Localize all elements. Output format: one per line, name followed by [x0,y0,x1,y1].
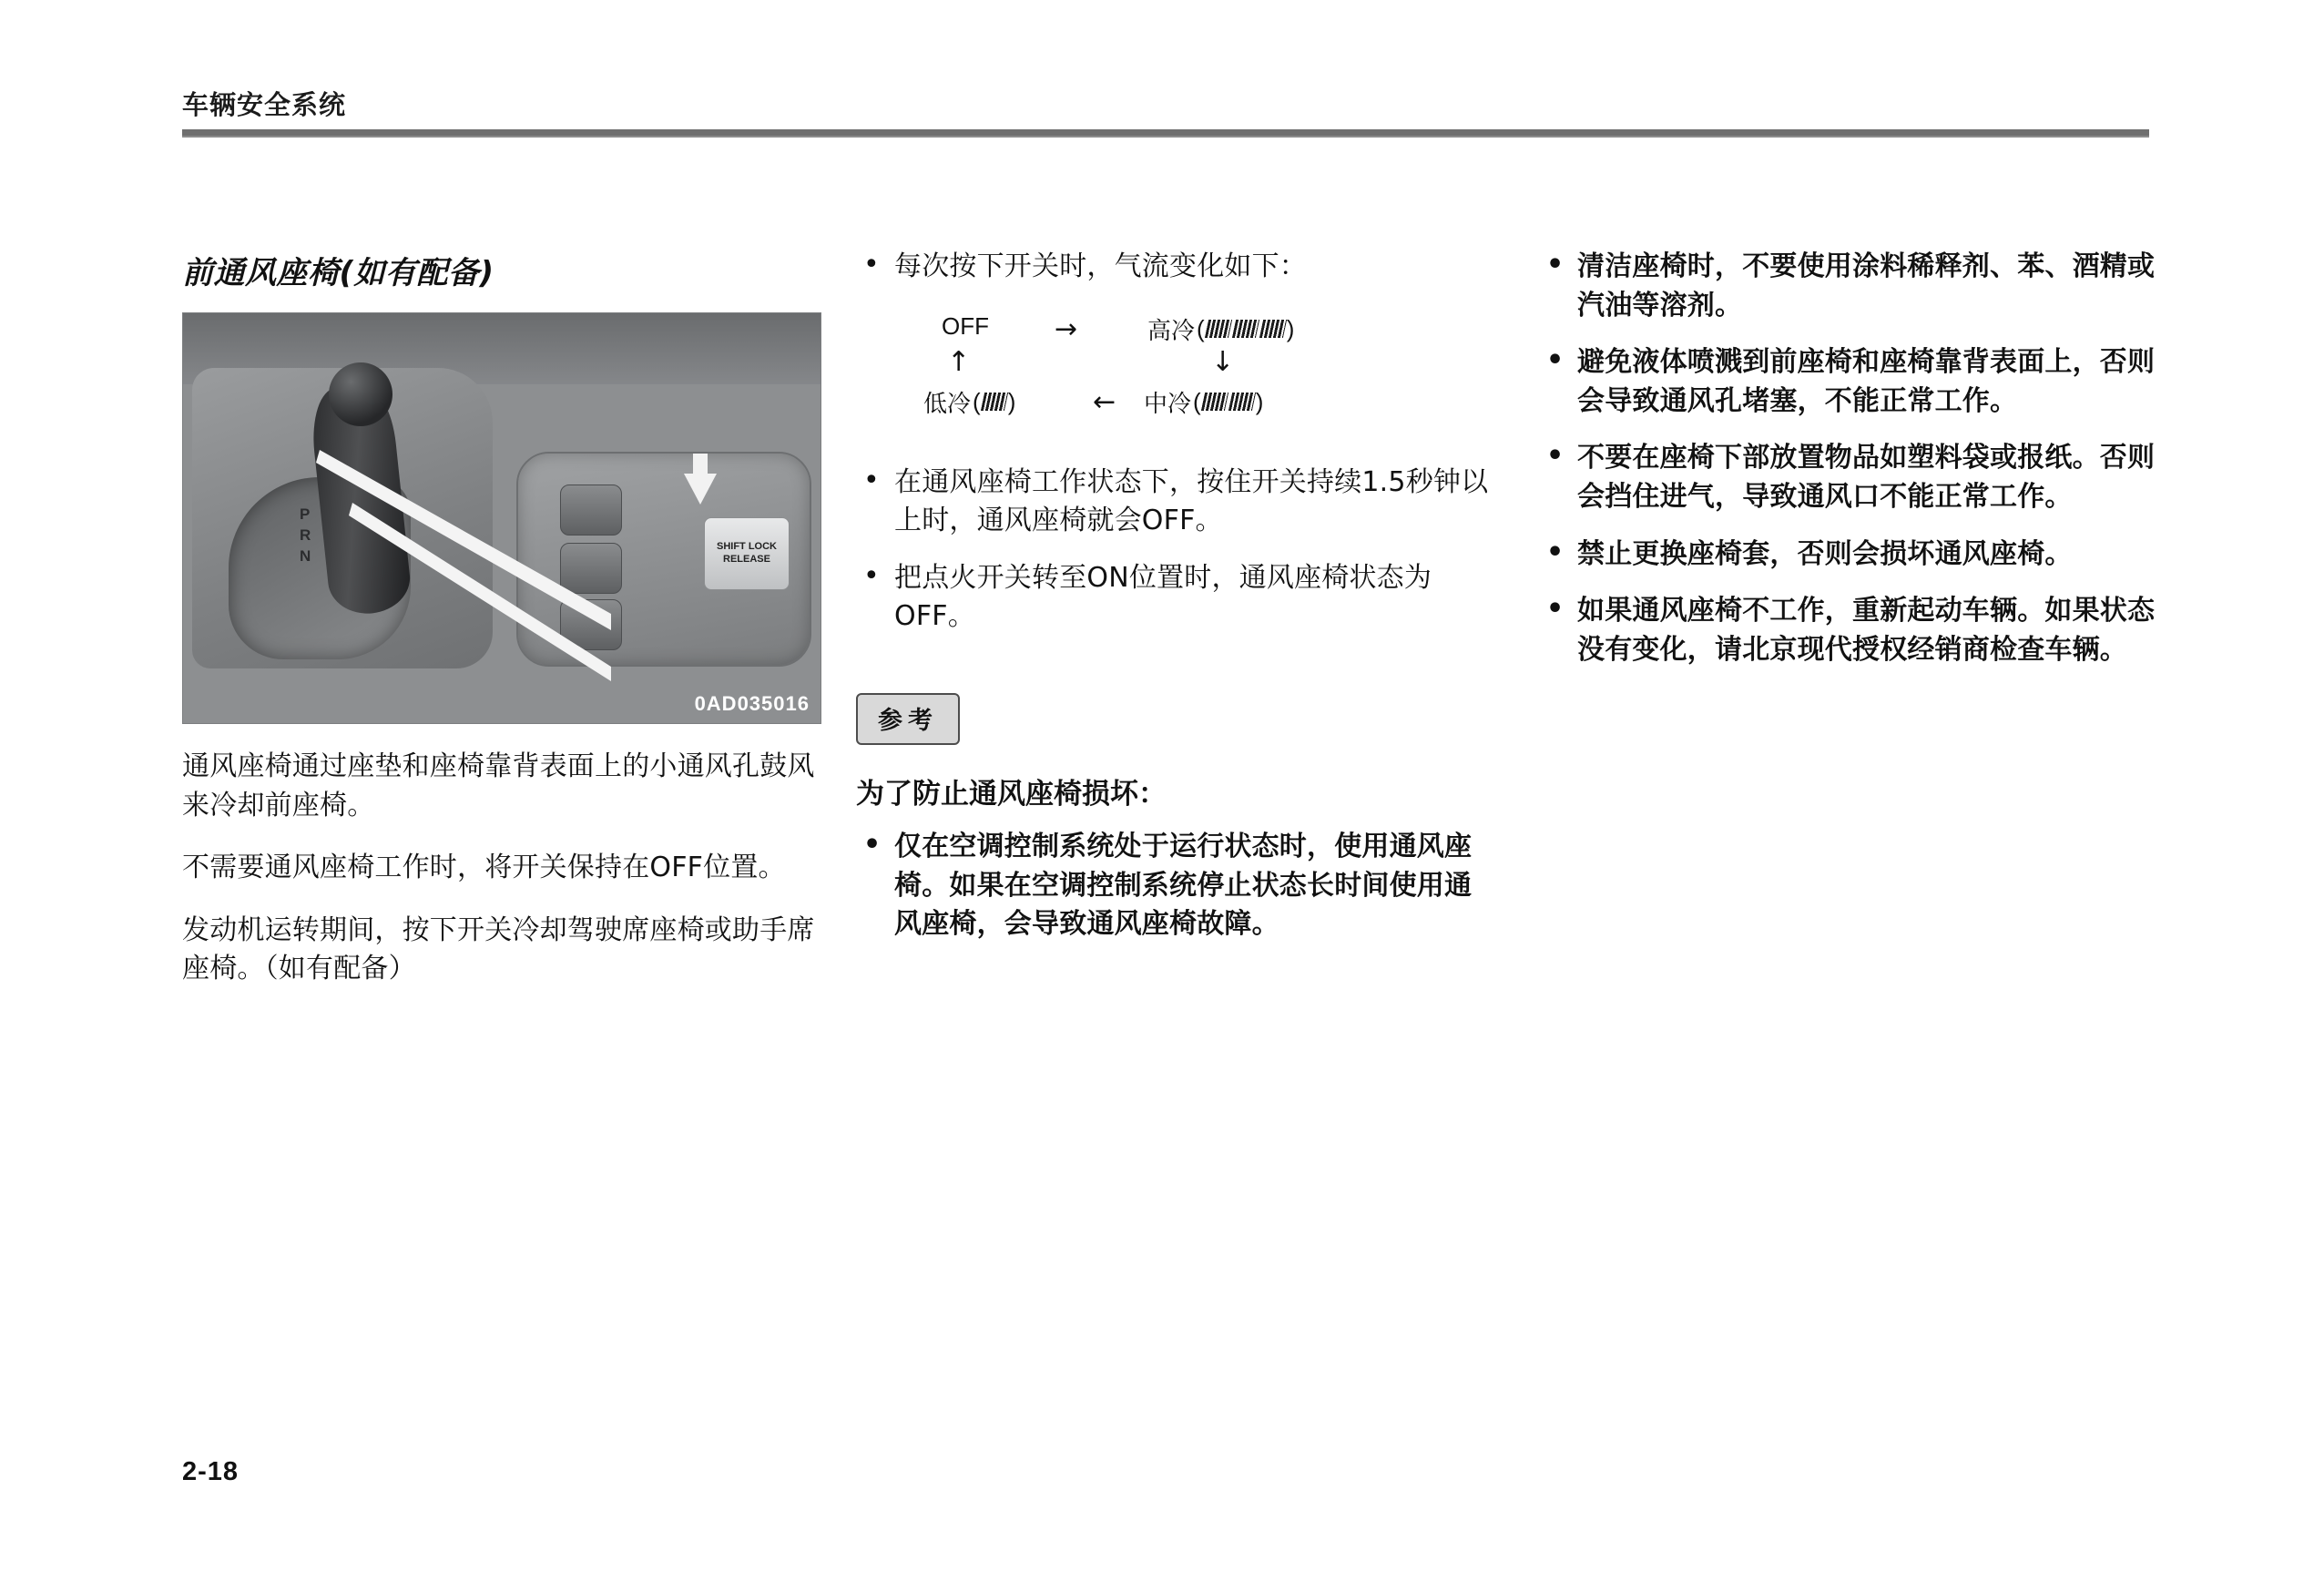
fan-icon-group-mid [1203,393,1254,411]
reference-bullet-list [856,828,1493,944]
bullet-list-middle-top [856,248,1493,287]
section-title: 前通风座椅(如有配备) [182,255,494,291]
list-item: • 如果通风座椅不工作，重新起动车辆。如果状态没有变化，请北京现代授权经销商检查车辆。 [1539,592,2176,669]
fan-icon [1232,320,1259,338]
list-item: • 每次按下开关时，气流变化如下： [856,248,1493,287]
fan-icon [1201,393,1228,411]
list-item: • 把点火开关转至ON位置时，通风座椅状态为OFF。 [856,559,1493,637]
list-item: • 避免液体喷溅到前座椅和座椅靠背表面上，否则会导致通风孔堵塞，不能正常工作。 [1539,343,2176,421]
header-title: 车辆安全系统 [182,89,347,120]
airflow-arrow-left-icon: ← [1093,385,1116,418]
reference-badge: 参考 [856,693,960,745]
figure-shift-lock-release-label: SHIFT LOCK RELEASE [704,517,790,590]
page-number: 2-18 [182,1457,240,1486]
airflow-low [923,385,1015,419]
paragraph-1: 通风座椅通过座垫和座椅靠背表面上的小通风孔鼓风来冷却前座椅。 [182,750,815,821]
fan-icon [1228,393,1256,411]
figure-gear-position-letters: P R N [300,505,311,565]
fan-icon [1205,320,1232,338]
airflow-mid-label: 中冷 [1144,389,1192,417]
paren-open: ( [1193,387,1201,415]
paren-open: ( [973,387,981,415]
airflow-off-label: OFF [942,311,989,340]
bullet-list-middle-bottom [856,464,1493,637]
paren-close: ) [1007,387,1016,415]
column-middle [856,248,1493,963]
list-item: • 在通风座椅工作状态下，按住开关持续1.5秒钟以上时，通风座椅就会OFF。 [856,464,1493,541]
paren-close: ) [1286,314,1295,342]
list-item: • 清洁座椅时，不要使用涂料稀释剂、苯、酒精或汽油等溶剂。 [1539,248,2176,325]
airflow-high-label: 高冷 [1147,316,1196,344]
header-rule-thin [182,136,2149,138]
paren-close: ) [1255,387,1264,415]
list-item: • 不要在座椅下部放置物品如塑料袋或报纸。否则会挡住进气，导致通风口不能正常工作。 [1539,439,2176,516]
airflow-mid [1144,385,1263,419]
airflow-diagram [911,305,1421,433]
paragraph-2: 不需要通风座椅工作时，将开关保持在OFF位置。 [182,852,786,884]
airflow-arrow-down-icon: ↓ [1211,345,1235,378]
airflow-arrow-up-icon: ↑ [947,345,971,378]
page-header [182,91,2149,120]
column-right [1539,248,2176,688]
fan-icon-group-low [983,393,1006,411]
fan-icon-group-high [1207,320,1285,338]
figure-reference-code: 0AD035016 [694,692,810,715]
airflow-high [1147,312,1294,346]
airflow-low-label: 低冷 [923,389,972,417]
fan-icon [1259,320,1287,338]
paren-open: ( [1197,314,1205,342]
illustration-front-ventilated-seat [182,312,821,724]
list-item: • 仅在空调控制系统处于运行状态时，使用通风座椅。如果在空调控制系统停止状态长时间使用通风座椅，会导致通风座椅故障。 [856,828,1493,944]
bullet-list-right [1539,248,2176,669]
airflow-off [942,312,989,341]
airflow-arrow-right-icon: → [1055,312,1078,345]
fan-icon [981,393,1008,411]
column-left [182,248,820,989]
paragraph-3: 发动机运转期间，按下开关冷却驾驶席座椅或助手席座椅。（如有配备） [182,913,815,985]
reference-heading: 为了防止通风座椅损坏： [856,777,1167,811]
list-item: • 禁止更换座椅套，否则会损坏通风座椅。 [1539,536,2176,575]
